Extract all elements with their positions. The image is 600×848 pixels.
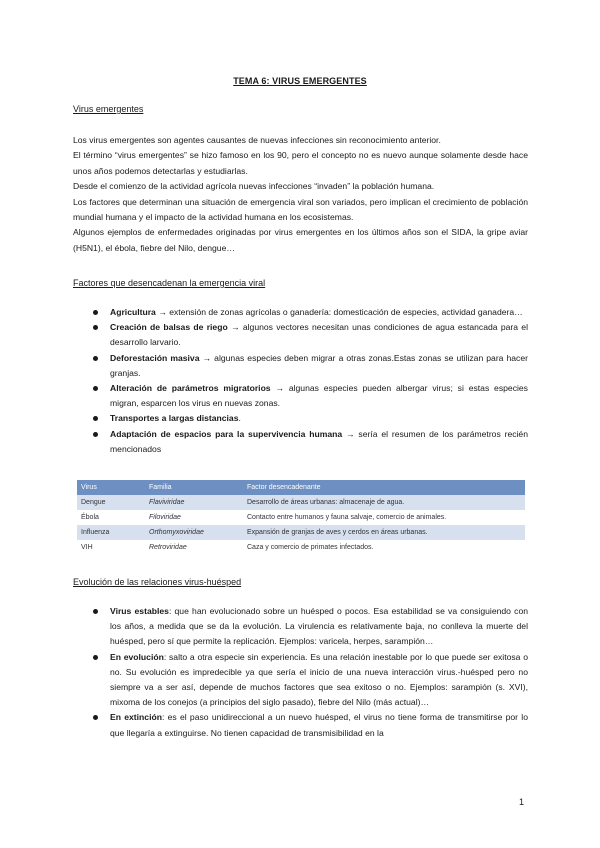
bullet-icon bbox=[93, 416, 98, 421]
paragraph: Algunos ejemplos de enfermedades originadas por virus emergentes en los últimos años son el SIDA, la gripe aviar (H5N1), el ébola, fiebre del Nilo, dengue… bbox=[73, 227, 528, 253]
table-row bbox=[77, 525, 525, 540]
factores-list bbox=[93, 305, 528, 457]
paragraph: Los virus emergentes son agentes causantes de nuevas infecciones sin reconocimiento anterior. bbox=[73, 135, 441, 145]
list-item bbox=[93, 351, 528, 381]
list-item bbox=[93, 710, 528, 740]
table-cell: Caza y comercio de primates infectados. bbox=[243, 540, 525, 555]
table-cell: Dengue bbox=[77, 495, 145, 510]
bullet-term: Creación de balsas de riego bbox=[110, 322, 228, 333]
section-heading-virus-emergentes: Virus emergentes bbox=[73, 104, 144, 114]
intro-paragraphs bbox=[73, 133, 528, 256]
list-item bbox=[93, 320, 528, 350]
column-header: Factor desencadenante bbox=[243, 480, 525, 495]
table-row bbox=[77, 540, 525, 555]
bullet-text: . bbox=[238, 413, 241, 424]
table-cell: Ébola bbox=[77, 510, 145, 525]
table-row bbox=[77, 495, 525, 510]
bullet-text: → algunas especies pueden albergar virus; si estas especies migran, esparcen los virus en nuevas zonas. bbox=[110, 383, 528, 409]
bullet-term: En extinción bbox=[110, 712, 162, 723]
table-cell: Expansión de granjas de aves y cerdos en áreas urbanas. bbox=[243, 525, 525, 540]
bullet-text: → sería el resumen de los parámetros recién mencionados bbox=[110, 428, 528, 454]
bullet-icon bbox=[93, 325, 98, 330]
table-cell: Influenza bbox=[77, 525, 145, 540]
bullet-icon bbox=[93, 609, 98, 614]
bullet-icon bbox=[93, 432, 98, 437]
bullet-text: → algunos vectores necesitan unas condiciones de agua estancada para el desarrollo larvario. bbox=[110, 322, 528, 348]
list-item bbox=[93, 305, 528, 320]
bullet-term: Adaptación de espacios para la supervivencia humana bbox=[110, 428, 343, 439]
bullet-text: → algunas especies deben migrar a otras zonas.Estas zonas se utilizan para hacer granjas. bbox=[110, 352, 528, 378]
bullet-term: Deforestación masiva bbox=[110, 352, 200, 363]
table-cell: Filoviridae bbox=[145, 510, 243, 525]
bullet-term: Transportes a largas distancias bbox=[110, 413, 239, 424]
list-item bbox=[93, 604, 528, 650]
bullet-text: : que han evolucionado sobre un huésped o pocos. Esa estabilidad se va consiguiendo con los años, a medida que se da la evolución. La virulencia es relativamente baja, no conlleva la muerte del huésped, pero sí que permite la replicación. Ejemplos: varicela, herpes, sarampión… bbox=[110, 606, 529, 647]
paragraph: El término “virus emergentes” se hizo famoso en los 90, pero el concepto no es nuevo aunque solamente desde hace unos años podemos detectarlas y estudiarlas. bbox=[73, 150, 528, 176]
list-item bbox=[93, 381, 528, 411]
bullet-icon bbox=[93, 356, 98, 361]
virus-factors-table bbox=[77, 480, 525, 555]
table-cell: Contacto entre humanos y fauna salvaje, comercio de animales. bbox=[243, 510, 525, 525]
bullet-term: Agricultura bbox=[110, 307, 156, 317]
table-cell: Retroviridae bbox=[145, 540, 243, 555]
bullet-icon bbox=[93, 655, 98, 660]
section-heading-evolucion: Evolución de las relaciones virus-huésped bbox=[73, 577, 242, 587]
page-title: TEMA 6: VIRUS EMERGENTES bbox=[233, 76, 367, 86]
bullet-text: : salto a otra especie sin experiencia. Es una relación inestable por lo que puede ser exitosa o no. Su evolución es impredecible ya que sería el inicio de una nueva interacción virus.-huésped pero no siempre va a ser así, depende de muchos factores que sea exitoso o no. Ejemplos: sarampión (s. XVI), mixoma de los conejos (a principios del siglo pasado), fiebre del Nilo (más actual)… bbox=[110, 651, 528, 708]
table-row bbox=[77, 510, 525, 525]
evolucion-list bbox=[93, 604, 528, 741]
bullet-text: → extensión de zonas agrícolas o ganadería: domesticación de especies, actividad ganadera… bbox=[155, 307, 523, 317]
paragraph: Los factores que determinan una situación de emergencia viral son variados, pero implican el crecimiento de población mundial humana y el impacto de la actividad humana en los ecosistemas. bbox=[73, 196, 528, 223]
table-header-row bbox=[77, 480, 525, 495]
page-number: 1 bbox=[519, 797, 525, 807]
table-cell: Flaviviridae bbox=[145, 495, 243, 510]
bullet-term: Virus estables bbox=[110, 606, 169, 616]
column-header: Familia bbox=[145, 480, 243, 495]
paragraph: Desde el comienzo de la actividad agrícola nuevas infecciones “invaden” la población humana. bbox=[73, 181, 435, 192]
bullet-term: Alteración de parámetros migratorios bbox=[110, 383, 271, 394]
table-cell: VIH bbox=[77, 540, 145, 555]
bullet-icon bbox=[93, 386, 98, 391]
bullet-icon bbox=[93, 715, 98, 720]
bullet-text: : es el paso unidireccional a un nuevo huésped, el virus no tiene forma de transmitirse por lo que llegaría a extinguirse. No tienen capacidad de transmisibilidad en la bbox=[110, 712, 528, 738]
table-cell: Desarrollo de áreas urbanas: almacenaje de agua. bbox=[243, 495, 525, 510]
bullet-icon bbox=[93, 310, 98, 315]
list-item bbox=[93, 427, 528, 457]
table-cell: Orthomyxoviridae bbox=[145, 525, 243, 540]
section-heading-factores: Factores que desencadenan la emergencia viral bbox=[73, 278, 266, 288]
bullet-term: En evolución bbox=[110, 651, 164, 662]
list-item bbox=[93, 411, 528, 426]
column-header: Virus bbox=[77, 480, 145, 495]
list-item bbox=[93, 650, 528, 711]
